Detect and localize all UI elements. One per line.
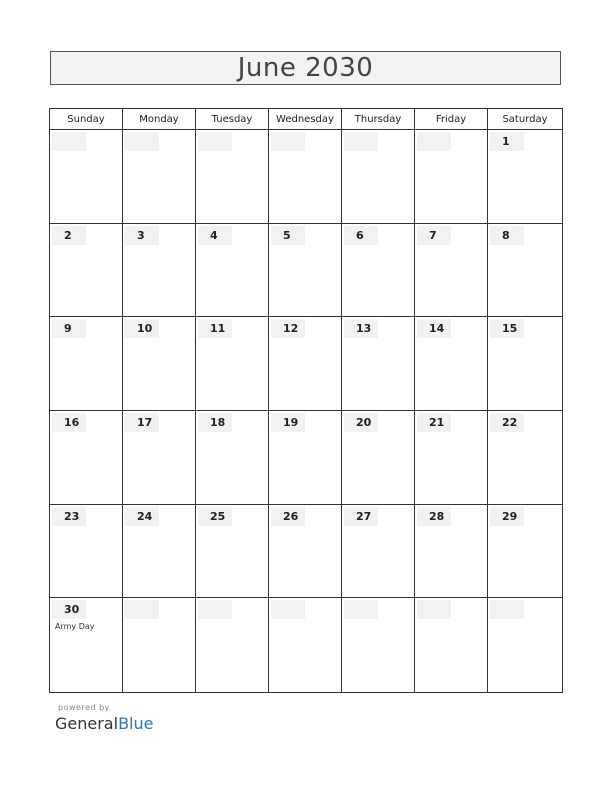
day-number: 10 [125, 319, 159, 338]
day-cell[interactable] [342, 317, 415, 411]
day-number: 15 [490, 319, 524, 338]
day-number: 13 [344, 319, 378, 338]
day-number: 6 [344, 226, 378, 245]
day-cell[interactable] [123, 598, 196, 692]
day-cell[interactable] [342, 224, 415, 318]
day-number: 4 [198, 226, 232, 245]
day-cell[interactable] [415, 411, 488, 505]
day-number [198, 600, 232, 619]
day-number: 1 [490, 132, 524, 151]
day-number [52, 132, 86, 151]
day-cell[interactable] [269, 505, 342, 599]
weekday-header-monday: Monday [123, 109, 196, 130]
day-number [198, 132, 232, 151]
day-cell[interactable] [488, 130, 562, 224]
day-number [125, 600, 159, 619]
day-cell[interactable] [342, 598, 415, 692]
day-number: 11 [198, 319, 232, 338]
day-cell[interactable] [269, 130, 342, 224]
day-cell[interactable] [196, 317, 269, 411]
day-number: 27 [344, 507, 378, 526]
day-cell[interactable] [488, 224, 562, 318]
day-cell[interactable] [123, 411, 196, 505]
day-number: 5 [271, 226, 305, 245]
day-number: 30 [52, 600, 86, 619]
powered-by-label: powered by [58, 703, 110, 712]
day-number [271, 132, 305, 151]
day-cell[interactable] [488, 598, 562, 692]
day-number: 8 [490, 226, 524, 245]
day-cell[interactable] [50, 505, 123, 599]
weekday-header-wednesday: Wednesday [269, 109, 342, 130]
day-cell[interactable] [196, 505, 269, 599]
day-cell[interactable] [123, 317, 196, 411]
day-number: 18 [198, 413, 232, 432]
day-cell[interactable] [415, 130, 488, 224]
day-cell[interactable] [269, 598, 342, 692]
weekday-header-friday: Friday [415, 109, 488, 130]
day-number: 20 [344, 413, 378, 432]
weekday-header-saturday: Saturday [488, 109, 562, 130]
day-number [417, 132, 451, 151]
day-number: 17 [125, 413, 159, 432]
day-number: 7 [417, 226, 451, 245]
day-cell[interactable] [488, 317, 562, 411]
day-number: 29 [490, 507, 524, 526]
day-number [344, 600, 378, 619]
logo-blue: Blue [118, 714, 154, 733]
holiday-label: Army Day [55, 622, 95, 632]
day-cell[interactable] [269, 411, 342, 505]
day-number: 14 [417, 319, 451, 338]
day-number: 16 [52, 413, 86, 432]
day-cell[interactable] [196, 130, 269, 224]
day-cell[interactable] [415, 505, 488, 599]
day-cell[interactable] [123, 224, 196, 318]
day-number: 19 [271, 413, 305, 432]
day-cell[interactable] [342, 411, 415, 505]
day-cell[interactable] [123, 505, 196, 599]
day-cell[interactable] [50, 130, 123, 224]
day-number: 3 [125, 226, 159, 245]
day-number: 2 [52, 226, 86, 245]
day-cell[interactable] [342, 505, 415, 599]
weekday-header-sunday: Sunday [50, 109, 123, 130]
day-cell[interactable] [50, 598, 123, 692]
title-banner [50, 51, 561, 85]
day-number [344, 132, 378, 151]
day-number: 23 [52, 507, 86, 526]
day-cell[interactable] [415, 598, 488, 692]
day-number: 24 [125, 507, 159, 526]
weekday-header-thursday: Thursday [342, 109, 415, 130]
day-cell[interactable] [415, 224, 488, 318]
day-cell[interactable] [50, 224, 123, 318]
day-cell[interactable] [50, 317, 123, 411]
day-number: 12 [271, 319, 305, 338]
calendar-grid [49, 108, 563, 693]
day-number [417, 600, 451, 619]
page-title: June 2030 [237, 53, 374, 83]
day-number: 9 [52, 319, 86, 338]
day-cell[interactable] [415, 317, 488, 411]
day-number: 21 [417, 413, 451, 432]
day-number [271, 600, 305, 619]
day-cell[interactable] [269, 317, 342, 411]
day-cell[interactable] [196, 598, 269, 692]
day-cell[interactable] [196, 224, 269, 318]
day-cell[interactable] [196, 411, 269, 505]
logo-general: General [55, 714, 119, 733]
day-cell[interactable] [269, 224, 342, 318]
day-number [490, 600, 524, 619]
day-cell[interactable] [123, 130, 196, 224]
day-cell[interactable] [488, 411, 562, 505]
day-cell[interactable] [50, 411, 123, 505]
day-number: 28 [417, 507, 451, 526]
day-number: 25 [198, 507, 232, 526]
day-number: 26 [271, 507, 305, 526]
day-cell[interactable] [342, 130, 415, 224]
day-number [125, 132, 159, 151]
weekday-header-tuesday: Tuesday [196, 109, 269, 130]
day-number: 22 [490, 413, 524, 432]
generalblue-logo[interactable] [55, 714, 153, 733]
day-cell[interactable] [488, 505, 562, 599]
